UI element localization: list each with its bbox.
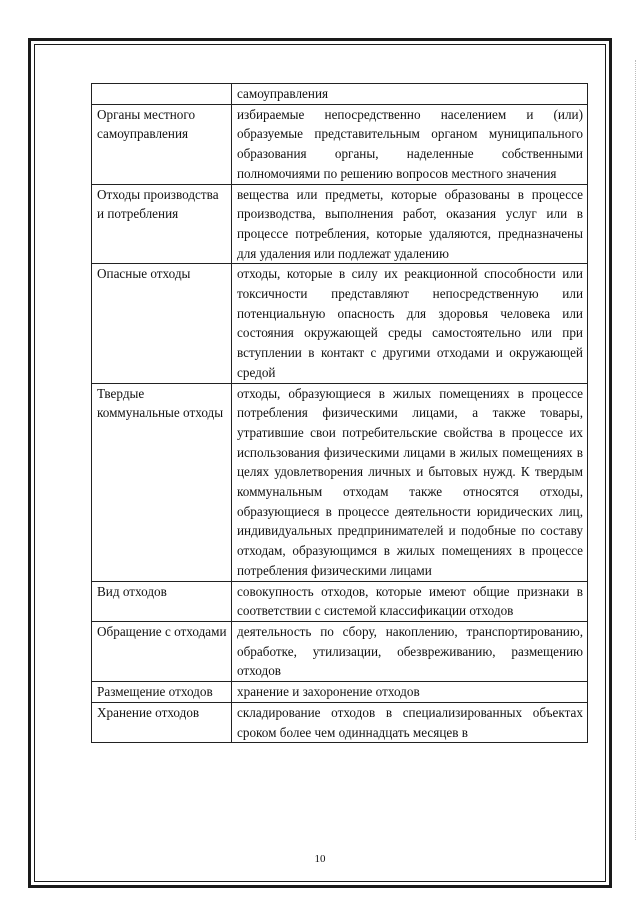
table-row (92, 383, 588, 581)
table-row (92, 84, 588, 105)
term-cell: Опасные отходы (92, 264, 232, 383)
definition-cell: отходы, которые в силу их реакционной способности или токсичности представляют непосредственную или потенциальную опасность для здоровья человека или состояния окружающей среды самостоятельно или при вступлении в контакт с другими отходами и окружающей средой (232, 264, 588, 383)
table-row (92, 581, 588, 621)
term-cell: Размещение отходов (92, 682, 232, 703)
table-row (92, 702, 588, 742)
term-cell: Обращение с отходами (92, 621, 232, 681)
definition-cell: самоуправления (232, 84, 588, 105)
definition-cell: отходы, образующиеся в жилых помещениях в процессе потребления физическими лицами, а также товары, утратившие свои потребительские свойства в процессе их использования физическими лицами в жилых помещениях в целях удовлетворения личных и бытовых нужд. К твердым коммунальным отходам также относятся отходы, образующиеся в процессе деятельности юридических лиц, индивидуальных предпринимателей и подобные по составу отходам, образующимся в жилых помещениях в процессе потребления физическими лицами (232, 383, 588, 581)
definition-cell: хранение и захоронение отходов (232, 682, 588, 703)
term-cell: Твердые коммунальные отходы (92, 383, 232, 581)
definitions-table (91, 83, 588, 743)
table-row (92, 682, 588, 703)
term-cell: Хранение отходов (92, 702, 232, 742)
definition-cell: избирaемые непосредственно населением и (или) образуемые представительным органом муниципального образования органы, наделенные собственными полномочиями по решению вопросов местного значения (232, 104, 588, 184)
table-row (92, 621, 588, 681)
term-cell: Вид отходов (92, 581, 232, 621)
definition-cell: складирование отходов в специализированных объектах сроком более чем одиннадцать месяцев в (232, 702, 588, 742)
scan-edge-marks (633, 60, 636, 840)
definition-cell: вещества или предметы, которые образованы в процессе производства, выполнения работ, оказания услуг или в процессе потребления, которые удаляются, предназначены для удаления или подлежат удалению (232, 184, 588, 264)
table-row (92, 264, 588, 383)
definition-cell: деятельность по сбору, накоплению, транспортированию, обработке, утилизации, обезвреживанию, размещению отходов (232, 621, 588, 681)
table-row (92, 104, 588, 184)
term-cell: Отходы производства и потребления (92, 184, 232, 264)
definition-cell: совокупность отходов, которые имеют общие признаки в соответствии с системой классификации отходов (232, 581, 588, 621)
page-number: 10 (314, 853, 326, 865)
term-cell (92, 84, 232, 105)
table-row (92, 184, 588, 264)
term-cell: Органы местного самоуправления (92, 104, 232, 184)
